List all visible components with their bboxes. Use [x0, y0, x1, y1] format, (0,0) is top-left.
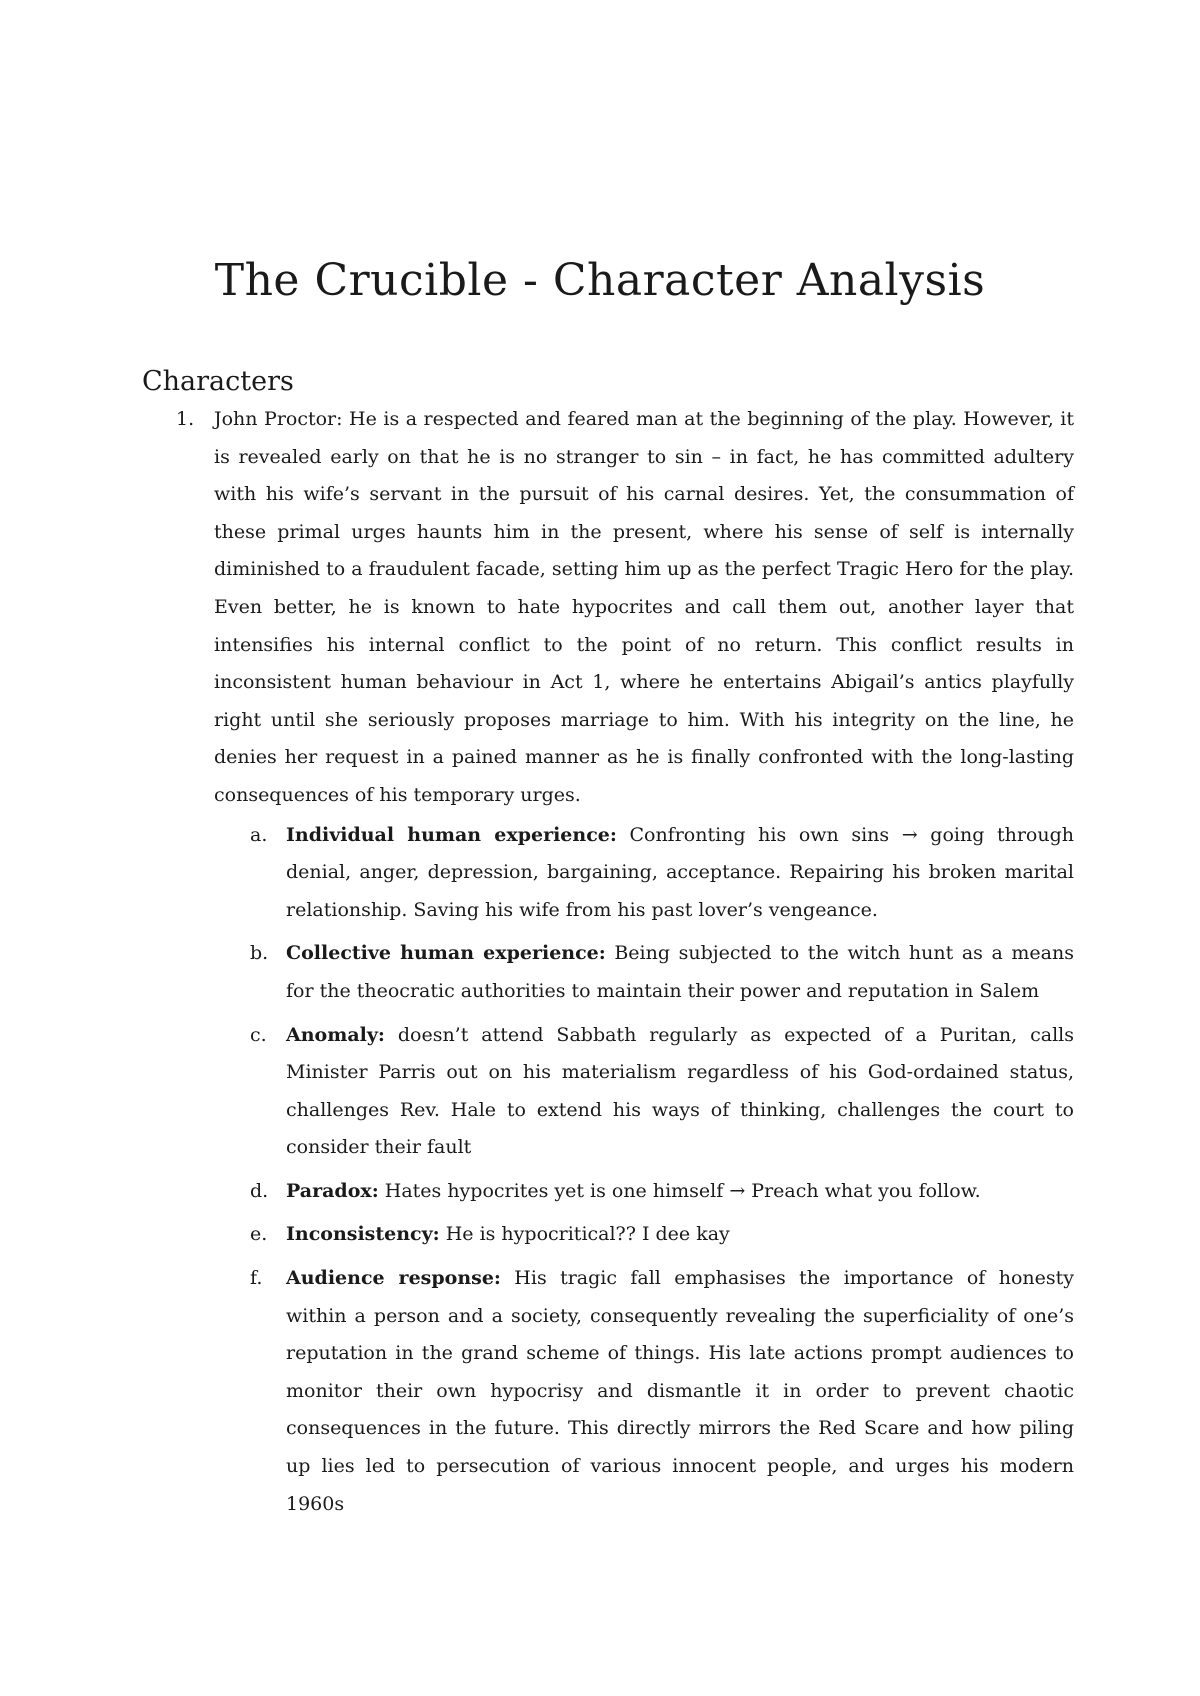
point-letter: b.	[250, 942, 269, 965]
point-text: Hates hypocrites yet is one himself → Preach what you follow.	[378, 1179, 981, 1202]
section-heading: Characters	[142, 366, 294, 398]
document-title: The Crucible - Character Analysis	[214, 255, 986, 307]
analysis-point	[214, 817, 1074, 930]
point-letter: d.	[250, 1179, 269, 1202]
character-list	[142, 401, 1074, 1529]
analysis-points	[214, 817, 1074, 1524]
list-item-number: 1.	[176, 408, 195, 430]
list-item	[142, 401, 1074, 1523]
point-text: doesn’t attend Sabbath regularly as expected of a Puritan, calls Minister Parris out on his materialism regardless of his God-ordained status, challenges Rev. Hale to extend his ways of thinking, challenges the court to consider their fault	[286, 1023, 1074, 1159]
point-term: Audience response:	[286, 1267, 501, 1290]
character-description: John Proctor: He is a respected and feared man at the beginning of the play. However, it is revealed early on that he is no stranger to sin – in fact, he has committed adultery with his wife’s servant in the pursuit of his carnal desires. Yet, the consummation of these primal urges haunts him in the present, where his sense of self is internally diminished to a fraudulent facade, setting him up as the perfect Tragic Hero for the play. Even better, he is known to hate hypocrites and call them out, another layer that intensifies his internal conflict to the point of no return. This conflict results in inconsistent human behaviour in Act 1, where he entertains Abigail’s antics playfully right until she seriously proposes marriage to him. With his integrity on the line, he denies her request in a pained manner as he is finally confronted with the long-lasting consequences of his temporary urges.	[214, 408, 1074, 806]
point-text: Confronting his own sins → going through denial, anger, depression, bargaining, acceptance. Repairing his broken marital relationship. Saving his wife from his past lover’s vengeance.	[286, 823, 1074, 921]
analysis-point	[214, 1173, 1074, 1211]
point-term: Individual human experience:	[286, 823, 617, 846]
point-term: Paradox:	[286, 1179, 379, 1202]
point-letter: a.	[250, 823, 268, 846]
analysis-point	[214, 1216, 1074, 1254]
point-text: His tragic fall emphasises the importance of honesty within a person and a society, consequently revealing the superficiality of one’s reputation in the grand scheme of things. His late actions prompt audiences to monitor their own hypocrisy and dismantle it in order to prevent chaotic consequences in the future. This directly mirrors the Red Scare and how piling up lies led to persecution of various innocent people, and urges his modern 1960s	[286, 1267, 1074, 1515]
point-term: Inconsistency:	[286, 1223, 440, 1246]
point-term: Collective human experience:	[286, 942, 606, 965]
point-term: Anomaly:	[286, 1023, 385, 1046]
point-letter: c.	[250, 1023, 267, 1046]
point-text: Being subjected to the witch hunt as a means for the theocratic authorities to maintain their power and reputation in Salem	[286, 942, 1074, 1002]
analysis-point	[214, 1260, 1074, 1523]
point-letter: e.	[250, 1223, 268, 1246]
point-text: He is hypocritical?? I dee kay	[439, 1223, 730, 1246]
analysis-point	[214, 1017, 1074, 1167]
analysis-point	[214, 935, 1074, 1010]
point-letter: f.	[250, 1267, 263, 1290]
